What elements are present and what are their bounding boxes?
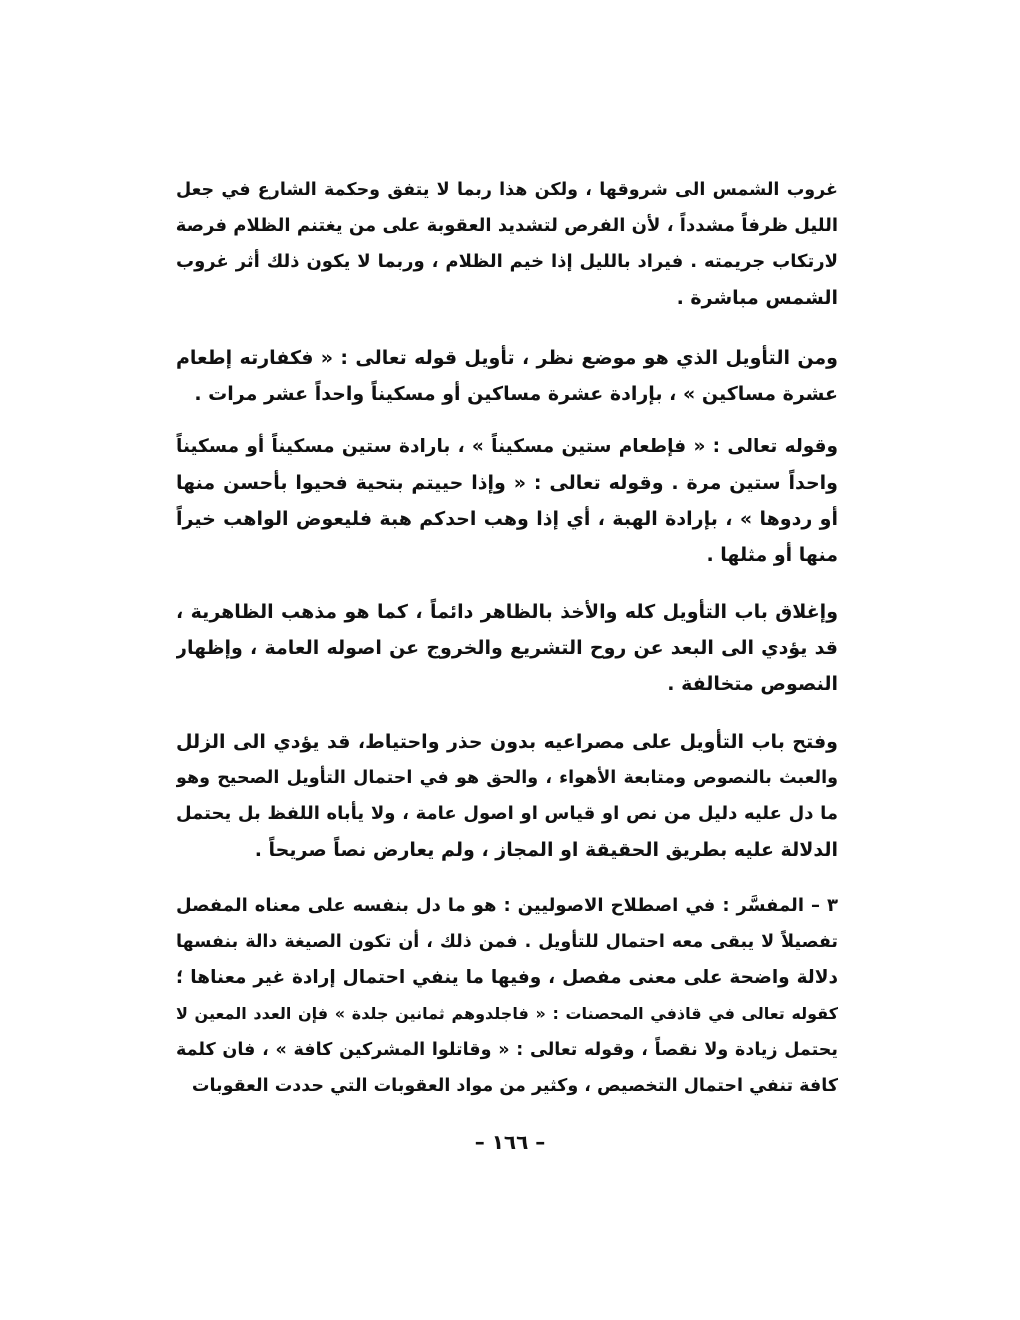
- text-line: دلالة واضحة على معنى مفصل ، وفيها ما ينفي احتمال إرادة غير معناها ؛: [176, 967, 838, 988]
- text-line: يحتمل زيادة ولا نقصاً ، وقوله تعالى : « وقاتلوا المشركين كافة » ، فان كلمة: [176, 1040, 838, 1060]
- text-line: والعبث بالنصوص ومتابعة الأهواء ، والحق هو في احتمال التأويل الصحيح وهو: [176, 768, 838, 788]
- text-line: لارتكاب جريمته . فيراد بالليل إذا خيم الظلام ، وربما لا يكون ذلك أثر غروب: [176, 251, 838, 272]
- page-number: – ١٦٦ –: [474, 1130, 546, 1154]
- text-line: ومن التأويل الذي هو موضع نظر ، تأويل قوله تعالى : « فكفارته إطعام: [176, 347, 838, 369]
- paragraph-6: [176, 888, 838, 1104]
- text-line: أو ردوها » ، بإرادة الهبة ، أي إذا وهب احدكم هبة فليعوض الواهب خيراً: [176, 508, 838, 530]
- text-line: منها أو مثلها .: [706, 544, 838, 566]
- paragraph-1: [176, 172, 838, 316]
- paragraph-4: [176, 594, 838, 702]
- text-line: واحداً ستين مرة . وقوله تعالى : « وإذا حييتم بتحية فحيوا بأحسن منها: [176, 472, 838, 494]
- text-line: تفصيلاً لا يبقى معه احتمال للتأويل . فمن ذلك ، أن تكون الصيغة دالة بنفسها: [176, 932, 838, 952]
- text-line: الشمس مباشرة .: [676, 287, 838, 309]
- text-line: عشرة مساكين » ، بإرادة عشرة مساكين أو مسكيناً واحداً عشر مرات .: [194, 383, 838, 405]
- paragraph-2: [176, 340, 838, 412]
- text-line: قد يؤدي الى البعد عن روح التشريع والخروج عن اصوله العامة ، وإظهار: [176, 637, 838, 659]
- text-line: وإغلاق باب التأويل كله والأخذ بالظاهر دائماً ، كما هو مذهب الظاهرية ،: [176, 601, 838, 623]
- paragraph-5: [176, 724, 838, 868]
- text-line: ٣ – المفسَّر : في اصطلاح الاصوليين : هو ما دل بنفسه على معناه المفصل: [176, 895, 838, 916]
- text-line: الليل ظرفاً مشدداً ، لأن الفرص لتشديد العقوبة على من يغتنم الظلام فرصة: [176, 215, 838, 236]
- paragraph-3: [176, 429, 838, 573]
- text-line: غروب الشمس الى شروقها ، ولكن هذا ربما لا يتفق وحكمة الشارع في جعل: [176, 180, 838, 200]
- text-line: الدلالة عليه بطريق الحقيقة او المجاز ، ولم يعارض نصاً صريحاً .: [254, 839, 838, 861]
- text-line: كافة تنفي احتمال التخصيص ، وكثير من مواد العقوبات التي حددت العقوبات: [191, 1076, 838, 1096]
- text-line: وفتح باب التأويل على مصراعيه بدون حذر واحتياط، قد يؤدي الى الزلل: [176, 731, 838, 753]
- text-line: النصوص متخالفة .: [667, 673, 838, 695]
- text-line: ما دل عليه دليل من نص او قياس او اصول عامة ، ولا يأباه اللفظ بل يحتمل: [176, 803, 838, 824]
- text-line: وقوله تعالى : « فإطعام ستين مسكيناً » ، بارادة ستين مسكيناً أو مسكيناً: [176, 436, 838, 457]
- text-line: كقوله تعالى في قاذفي المحصنات : « فاجلدوهم ثمانين جلدة » فإن العدد المعين لا: [176, 1004, 838, 1023]
